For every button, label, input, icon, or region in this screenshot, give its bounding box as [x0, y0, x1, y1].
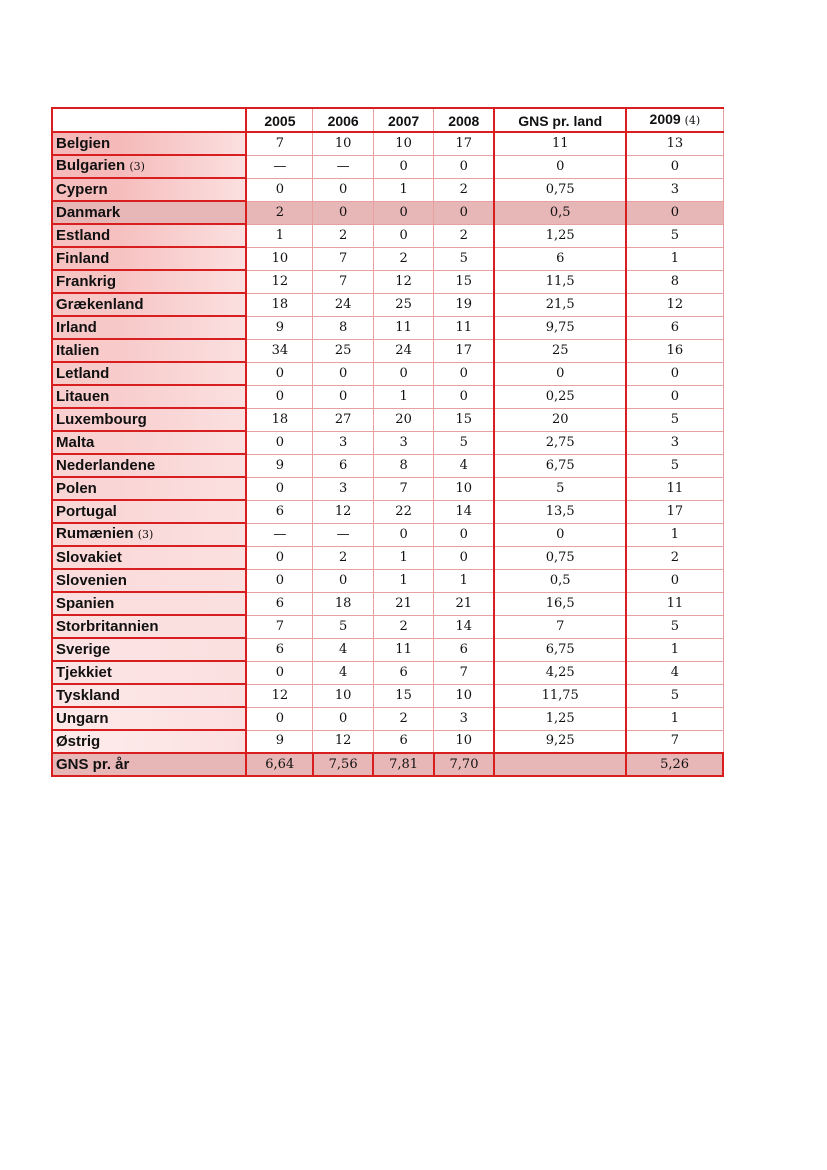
country-cell	[52, 661, 246, 684]
gns-per-country-cell: 0	[494, 523, 626, 546]
country-name: Storbritannien	[56, 617, 159, 635]
table-row	[52, 362, 723, 385]
value-cell: 17	[434, 339, 494, 362]
value-cell: 11	[373, 638, 433, 661]
value-cell-2009: 0	[626, 201, 723, 224]
value-cell: 12	[246, 684, 312, 707]
value-cell: 1	[434, 569, 494, 592]
value-cell: 0	[313, 362, 373, 385]
value-cell: 12	[313, 730, 373, 753]
value-cell: 19	[434, 293, 494, 316]
gns-per-country-cell: 4,25	[494, 661, 626, 684]
value-cell-2009: 6	[626, 316, 723, 339]
gns-per-country-cell: 25	[494, 339, 626, 362]
value-cell: 0	[246, 431, 312, 454]
table-row	[52, 270, 723, 293]
table-row	[52, 546, 723, 569]
country-name: Estland	[56, 226, 111, 244]
value-cell: 7	[246, 132, 312, 155]
value-cell-2009: 5	[626, 224, 723, 247]
table-row	[52, 408, 723, 431]
table-row	[52, 500, 723, 523]
value-cell: 6	[373, 730, 433, 753]
average-value-cell: 6,64	[246, 753, 312, 776]
gns-per-country-cell: 0,5	[494, 201, 626, 224]
value-cell: 10	[313, 132, 373, 155]
gns-per-country-cell: 2,75	[494, 431, 626, 454]
value-cell: 11	[373, 316, 433, 339]
value-cell-2009: 0	[626, 155, 723, 178]
country-cell	[52, 316, 246, 339]
country-cell	[52, 477, 246, 500]
country-cell	[52, 270, 246, 293]
country-cell	[52, 638, 246, 661]
value-cell: 0	[246, 661, 312, 684]
header-col-gns-per-country: GNS pr. land	[494, 108, 626, 132]
average-value-cell: 7,81	[373, 753, 433, 776]
value-cell: 3	[313, 477, 373, 500]
value-cell: 1	[373, 385, 433, 408]
value-cell: 15	[373, 684, 433, 707]
country-name: Polen	[56, 479, 97, 497]
table-row	[52, 247, 723, 270]
value-cell: 9	[246, 454, 312, 477]
value-cell: 20	[373, 408, 433, 431]
value-cell: 10	[434, 684, 494, 707]
country-cell	[52, 293, 246, 316]
value-cell-2009: 1	[626, 638, 723, 661]
gns-per-country-cell: 16,5	[494, 592, 626, 615]
value-cell-2009: 3	[626, 178, 723, 201]
gns-per-country-cell: 0,5	[494, 569, 626, 592]
value-cell: 1	[373, 569, 433, 592]
value-cell-2009: 0	[626, 362, 723, 385]
gns-per-country-cell: 1,25	[494, 224, 626, 247]
value-cell: 9	[246, 316, 312, 339]
header-col-2007: 2007	[373, 108, 433, 132]
value-cell-2009: 13	[626, 132, 723, 155]
value-cell: 10	[246, 247, 312, 270]
country-name: Tyskland	[56, 686, 120, 704]
country-cell	[52, 454, 246, 477]
value-cell-2009: 5	[626, 615, 723, 638]
country-cell	[52, 684, 246, 707]
value-cell: 25	[373, 293, 433, 316]
country-cell	[52, 592, 246, 615]
header-col-2006: 2006	[313, 108, 373, 132]
value-cell: 18	[313, 592, 373, 615]
value-cell: 14	[434, 615, 494, 638]
gns-per-country-cell: 7	[494, 615, 626, 638]
country-name: Bulgarien	[56, 157, 126, 174]
country-name: Belgien	[56, 134, 111, 152]
country-name: Ungarn	[56, 709, 109, 727]
gns-per-country-cell: 0,25	[494, 385, 626, 408]
value-cell: 5	[434, 431, 494, 454]
table-row	[52, 454, 723, 477]
value-cell: 24	[313, 293, 373, 316]
gns-per-country-cell: 6,75	[494, 454, 626, 477]
value-cell-2009: 5	[626, 684, 723, 707]
value-cell: 7	[313, 247, 373, 270]
gns-per-country-cell: 11	[494, 132, 626, 155]
header-col-2005: 2005	[246, 108, 312, 132]
value-cell: 27	[313, 408, 373, 431]
country-name: Nederlandene	[56, 456, 156, 474]
value-cell: 0	[434, 523, 494, 546]
value-cell: 15	[434, 270, 494, 293]
value-cell: 0	[246, 477, 312, 500]
value-cell: 0	[313, 385, 373, 408]
value-cell: 8	[313, 316, 373, 339]
average-value-cell: 7,70	[434, 753, 494, 776]
value-cell: 0	[373, 523, 433, 546]
value-cell: 0	[373, 201, 433, 224]
value-cell: 0	[246, 385, 312, 408]
gns-per-country-cell: 0,75	[494, 546, 626, 569]
table-row	[52, 661, 723, 684]
value-cell: 2	[373, 615, 433, 638]
table-row	[52, 477, 723, 500]
country-name: Østrig	[56, 732, 101, 750]
country-cell	[52, 707, 246, 730]
value-cell: 0	[246, 569, 312, 592]
value-cell-2009: 1	[626, 707, 723, 730]
value-cell-2009: 1	[626, 247, 723, 270]
value-cell: 7	[313, 270, 373, 293]
gns-per-country-cell: 6,75	[494, 638, 626, 661]
value-cell: 10	[313, 684, 373, 707]
gns-per-country-cell: 21,5	[494, 293, 626, 316]
value-cell: 0	[434, 546, 494, 569]
country-name: Malta	[56, 433, 95, 451]
header-col-2009	[626, 108, 723, 132]
table-row	[52, 155, 723, 178]
value-cell-2009: 12	[626, 293, 723, 316]
country-name: Slovakiet	[56, 548, 122, 566]
gns-per-country-cell: 13,5	[494, 500, 626, 523]
value-cell: 0	[313, 707, 373, 730]
table-row	[52, 224, 723, 247]
value-cell: 7	[246, 615, 312, 638]
value-cell: 0	[434, 155, 494, 178]
header-row	[52, 108, 723, 132]
country-cell	[52, 155, 246, 178]
gns-per-country-cell: 6	[494, 247, 626, 270]
value-cell: 25	[313, 339, 373, 362]
gns-per-country-cell: 0	[494, 155, 626, 178]
country-name: Cypern	[56, 180, 108, 198]
value-cell: 1	[373, 546, 433, 569]
value-cell: 8	[373, 454, 433, 477]
value-cell: 21	[373, 592, 433, 615]
value-cell: 6	[246, 500, 312, 523]
value-cell: 0	[313, 178, 373, 201]
value-cell: 21	[434, 592, 494, 615]
value-cell-2009: 2	[626, 546, 723, 569]
header-col-2008: 2008	[434, 108, 494, 132]
value-cell: 10	[434, 730, 494, 753]
value-cell-2009: 11	[626, 477, 723, 500]
value-cell: 0	[373, 362, 433, 385]
gns-per-country-cell: 9,25	[494, 730, 626, 753]
country-cell	[52, 178, 246, 201]
value-cell: 6	[246, 592, 312, 615]
value-cell: 0	[434, 362, 494, 385]
value-cell: 4	[434, 454, 494, 477]
country-name: Rumænien	[56, 525, 134, 542]
value-cell: 3	[313, 431, 373, 454]
value-cell-2009: 11	[626, 592, 723, 615]
value-cell: 3	[373, 431, 433, 454]
value-cell: 6	[434, 638, 494, 661]
country-cell	[52, 132, 246, 155]
value-cell: 10	[434, 477, 494, 500]
value-cell: 0	[373, 155, 433, 178]
country-name: Portugal	[56, 502, 117, 520]
table-row	[52, 293, 723, 316]
value-cell: —	[313, 523, 373, 546]
country-name: Italien	[56, 341, 100, 359]
value-cell: 0	[313, 569, 373, 592]
value-cell: 12	[246, 270, 312, 293]
value-cell: 12	[313, 500, 373, 523]
value-cell: —	[246, 155, 312, 178]
value-cell: 4	[313, 661, 373, 684]
value-cell: 2	[313, 546, 373, 569]
value-cell: 2	[434, 224, 494, 247]
value-cell: 0	[246, 178, 312, 201]
value-cell: 6	[313, 454, 373, 477]
header-col-2009-year: 2009	[649, 111, 681, 127]
country-name: Litauen	[56, 387, 110, 405]
value-cell-2009: 0	[626, 569, 723, 592]
country-cell	[52, 500, 246, 523]
value-cell: 6	[373, 661, 433, 684]
value-cell: 15	[434, 408, 494, 431]
value-cell: 2	[373, 707, 433, 730]
value-cell-2009: 0	[626, 385, 723, 408]
value-cell: 0	[434, 385, 494, 408]
country-name: Danmark	[56, 203, 121, 221]
value-cell: 0	[313, 201, 373, 224]
value-cell: 14	[434, 500, 494, 523]
value-cell: 0	[246, 362, 312, 385]
table-row	[52, 523, 723, 546]
gns-per-country-cell: 11,5	[494, 270, 626, 293]
country-name: Grækenland	[56, 295, 144, 313]
value-cell: 0	[434, 201, 494, 224]
country-cell	[52, 385, 246, 408]
table-row	[52, 707, 723, 730]
gns-per-country-cell: 5	[494, 477, 626, 500]
value-cell: 2	[313, 224, 373, 247]
country-cell	[52, 730, 246, 753]
country-cell	[52, 431, 246, 454]
country-cell	[52, 362, 246, 385]
table-row	[52, 339, 723, 362]
value-cell: 7	[434, 661, 494, 684]
country-cell	[52, 201, 246, 224]
country-name: Finland	[56, 249, 110, 267]
value-cell-2009: 3	[626, 431, 723, 454]
value-cell: —	[313, 155, 373, 178]
value-cell: 7	[373, 477, 433, 500]
average-value-cell: 5,26	[626, 753, 723, 776]
country-name: Sverige	[56, 640, 111, 658]
average-gns-cell	[494, 753, 626, 776]
average-value-cell: 7,56	[313, 753, 373, 776]
value-cell: 5	[434, 247, 494, 270]
header-col-2009-note: (4)	[684, 114, 701, 127]
country-name: Slovenien	[56, 571, 127, 589]
gns-per-country-cell: 0,75	[494, 178, 626, 201]
table-row	[52, 385, 723, 408]
statistics-table	[51, 107, 724, 777]
value-cell: 1	[246, 224, 312, 247]
country-name: Letland	[56, 364, 110, 382]
table-row	[52, 132, 723, 155]
header-corner-cell	[52, 108, 246, 132]
value-cell: 0	[246, 546, 312, 569]
value-cell-2009: 4	[626, 661, 723, 684]
value-cell: 34	[246, 339, 312, 362]
gns-per-country-cell: 9,75	[494, 316, 626, 339]
country-name: Spanien	[56, 594, 115, 612]
country-cell	[52, 569, 246, 592]
country-cell	[52, 408, 246, 431]
country-cell	[52, 247, 246, 270]
average-row	[52, 753, 723, 776]
gns-per-country-cell: 20	[494, 408, 626, 431]
country-name: Irland	[56, 318, 97, 336]
value-cell-2009: 17	[626, 500, 723, 523]
table-row	[52, 178, 723, 201]
table-row	[52, 431, 723, 454]
country-cell	[52, 546, 246, 569]
value-cell: 5	[313, 615, 373, 638]
country-name: Luxembourg	[56, 410, 147, 428]
value-cell: 17	[434, 132, 494, 155]
country-cell	[52, 224, 246, 247]
value-cell-2009: 1	[626, 523, 723, 546]
value-cell-2009: 8	[626, 270, 723, 293]
gns-per-country-cell: 0	[494, 362, 626, 385]
value-cell-2009: 16	[626, 339, 723, 362]
table-row	[52, 638, 723, 661]
value-cell: 22	[373, 500, 433, 523]
table-row	[52, 316, 723, 339]
value-cell: 24	[373, 339, 433, 362]
table-row	[52, 684, 723, 707]
value-cell-2009: 7	[626, 730, 723, 753]
table-row	[52, 730, 723, 753]
value-cell: 3	[434, 707, 494, 730]
value-cell: 12	[373, 270, 433, 293]
value-cell-2009: 5	[626, 454, 723, 477]
country-name: Frankrig	[56, 272, 117, 290]
table-row	[52, 201, 723, 224]
value-cell: 4	[313, 638, 373, 661]
value-cell: 10	[373, 132, 433, 155]
country-cell	[52, 339, 246, 362]
value-cell: 18	[246, 293, 312, 316]
value-cell: 2	[434, 178, 494, 201]
value-cell: 6	[246, 638, 312, 661]
value-cell: 11	[434, 316, 494, 339]
value-cell-2009: 5	[626, 408, 723, 431]
country-footnote: (3)	[129, 160, 145, 173]
value-cell: 18	[246, 408, 312, 431]
table-row	[52, 569, 723, 592]
value-cell: 0	[246, 707, 312, 730]
value-cell: 2	[373, 247, 433, 270]
table-row	[52, 615, 723, 638]
country-footnote: (3)	[137, 528, 154, 541]
country-cell	[52, 523, 246, 546]
gns-per-country-cell: 1,25	[494, 707, 626, 730]
value-cell: 9	[246, 730, 312, 753]
value-cell: 0	[373, 224, 433, 247]
value-cell: 2	[246, 201, 312, 224]
table-row	[52, 592, 723, 615]
country-name: Tjekkiet	[56, 663, 112, 681]
country-cell	[52, 615, 246, 638]
value-cell: 1	[373, 178, 433, 201]
gns-per-country-cell: 11,75	[494, 684, 626, 707]
value-cell: —	[246, 523, 312, 546]
average-row-label: GNS pr. år	[52, 753, 246, 776]
